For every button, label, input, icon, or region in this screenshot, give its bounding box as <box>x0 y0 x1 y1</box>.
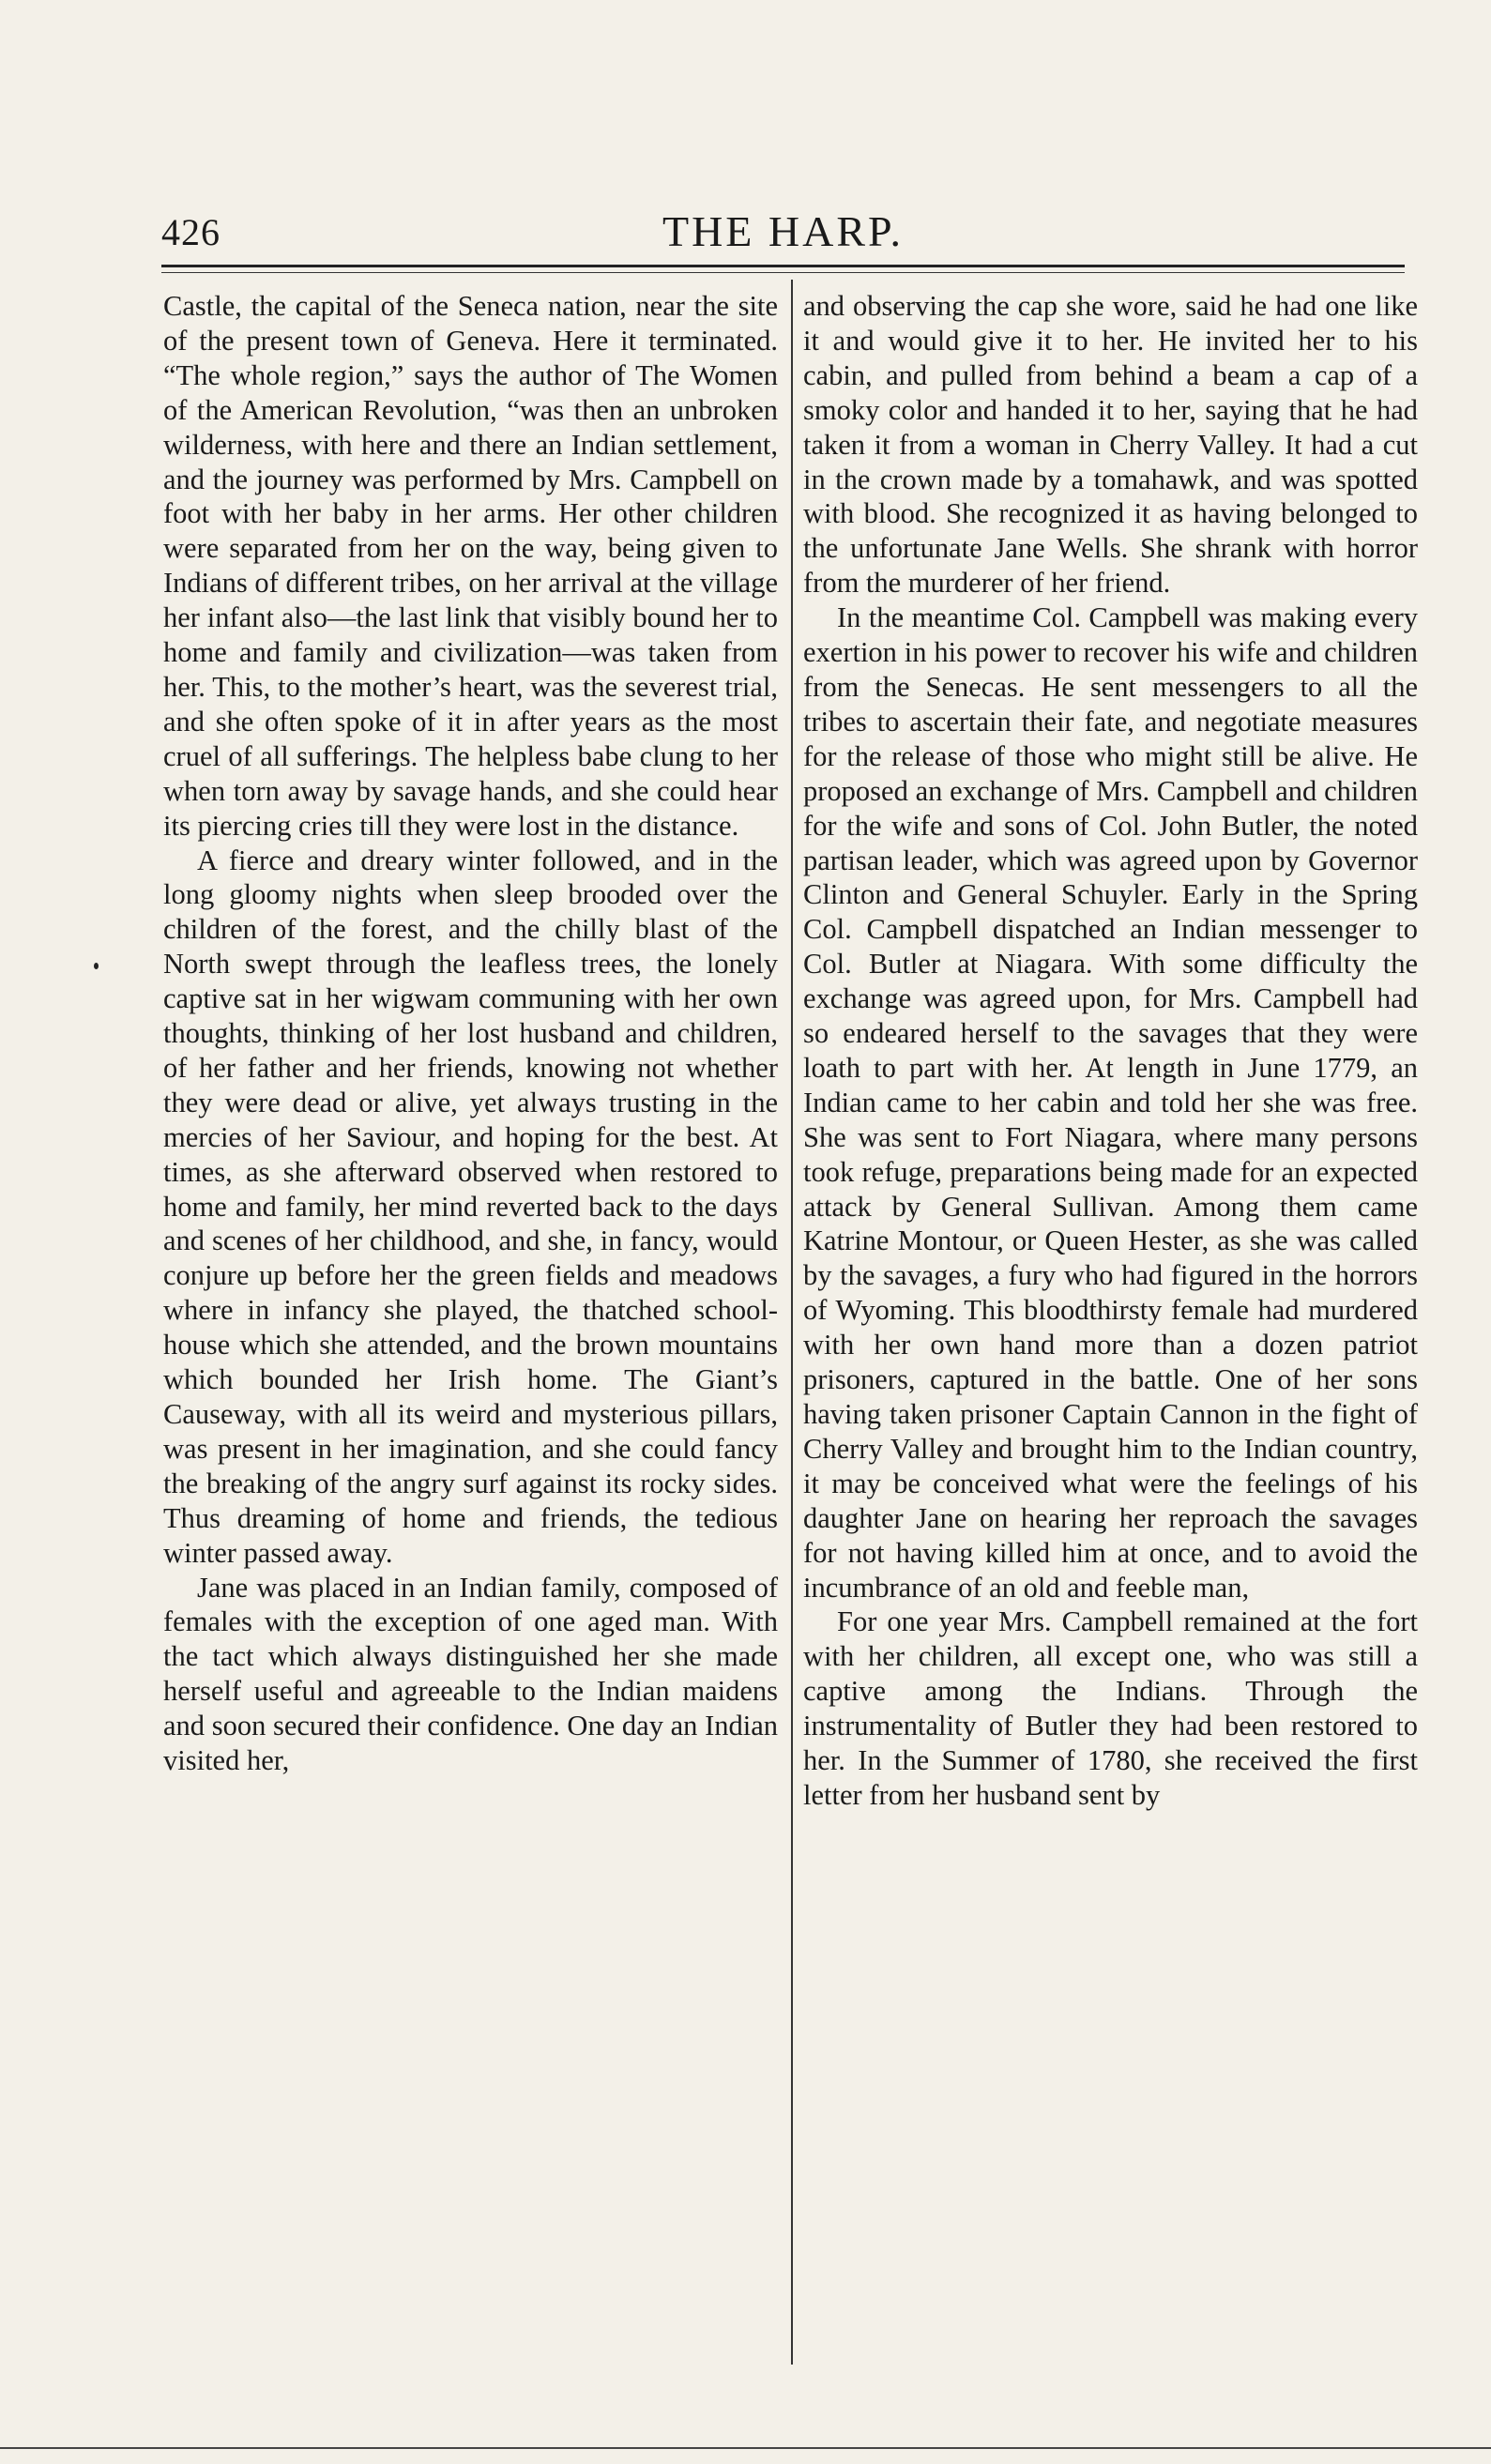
paragraph: In the meantime Col. Campbell was making every exertion in his power to recover his wife and children from the Senecas. He sent messengers to all the tribes to ascertain their fate, and negotiate measures for the release of those who might still be alive. He proposed an exchange of Mrs. Campbell and children for the wife and sons of Col. John Butler, the noted partisan leader, which was agreed upon by Governor Clinton and General Schuyler. Early in the Spring Col. Campbell dispatched an Indian messenger to Col. Butler at Niagara. With some difficulty the exchange was agreed upon, for Mrs. Campbell had so endeared herself to the savages that they were loath to part with her. At length in June 1779, an Indian came to her cabin and told her she was free. She was sent to Fort Niagara, where many persons took refuge, preparations being made for an expected attack by General Sullivan. Among them came Katrine Montour, or Queen Hester, as she was called by the savages, a fury who had figured in the horrors of Wyoming. This bloodthirsty female had murdered with her own hand more than a dozen patriot prisoners, captured in the battle. One of her sons having taken prisoner Captain Cannon in the fight of Cherry Valley and brought him to the Indian country, it may be conceived what were the feelings of his daughter Jane on hearing her reproach the savages for not having killed him at once, and to avoid the incumbrance of an old and feeble man, <box>803 601 1418 1604</box>
page-number: 426 <box>161 211 221 253</box>
left-column <box>163 289 778 1778</box>
running-title: THE HARP. <box>662 207 905 255</box>
right-column <box>803 289 1418 1813</box>
paragraph: Jane was placed in an Indian family, composed of females with the exception of one aged man. With the tact which always distinguished her she made herself useful and agreeable to the Indian maidens and soon secured their confidence. One day an Indian visited her, <box>163 1571 778 1777</box>
paragraph: Castle, the capital of the Seneca nation, near the site of the present town of Geneva. Here it terminated. “The whole region,” says the author of The Women of the American Revolution, “was then an unbroken wilderness, with here and there an Indian settlement, and the journey was performed by Mrs. Campbell on foot with her baby in her arms. Her other children were separated from her on the way, being given to Indians of different tribes, on her arrival at the village her infant also—the last link that visibly bound her to home and family and civilization—was taken from her. This, to the mother’s heart, was the severest trial, and she often spoke of it in after years as the most cruel of all sufferings. The helpless babe clung to her when torn away by savage hands, and she could hear its piercing cries till they were lost in the distance. <box>163 290 778 842</box>
paragraph: For one year Mrs. Campbell remained at the fort with her children, all except one, who was still a captive among the Indians. Through the instrumentality of Butler they had been restored to her. In the Summer of 1780, she received the first letter from her husband sent by <box>803 1605 1418 1811</box>
ink-speck <box>94 963 99 969</box>
paragraph: A fierce and dreary winter followed, and in the long gloomy nights when sleep brooded over the children of the forest, and the chilly blast of the North swept through the leafless trees, the lonely captive sat in her wigwam communing with her own thoughts, thinking of her lost husband and children, of her father and her friends, knowing not whether they were dead or alive, yet always trusting in the mercies of her Saviour, and hoping for the best. At times, as she afterward observed when restored to home and family, her mind reverted back to the days and scenes of her childhood, and she, in fancy, would conjure up before her the green fields and meadows where in infancy she played, the thatched school-house which she attended, and the brown mountains which bounded her Irish home. The Giant’s Causeway, with all its weird and mysterious pillars, was present in her imagination, and she could fancy the breaking of the angry surf against its rocky sides. Thus dreaming of home and friends, the tedious winter passed away. <box>163 844 778 1569</box>
footer-rule <box>0 2447 1491 2449</box>
paragraph: and observing the cap she wore, said he had one like it and would give it to her. He invited her to his cabin, and pulled from behind a beam a cap of a smoky color and handed it to her, saying that he had taken it from a woman in Cherry Valley. It had a cut in the crown made by a tomahawk, and was spotted with blood. She recognized it as having belonged to the unfortunate Jane Wells. She shrank with horror from the murderer of her friend. <box>803 290 1418 600</box>
header-rule-thin <box>161 272 1405 273</box>
column-divider <box>791 280 793 2365</box>
page-header <box>161 203 1405 268</box>
header-rule <box>161 265 1405 267</box>
